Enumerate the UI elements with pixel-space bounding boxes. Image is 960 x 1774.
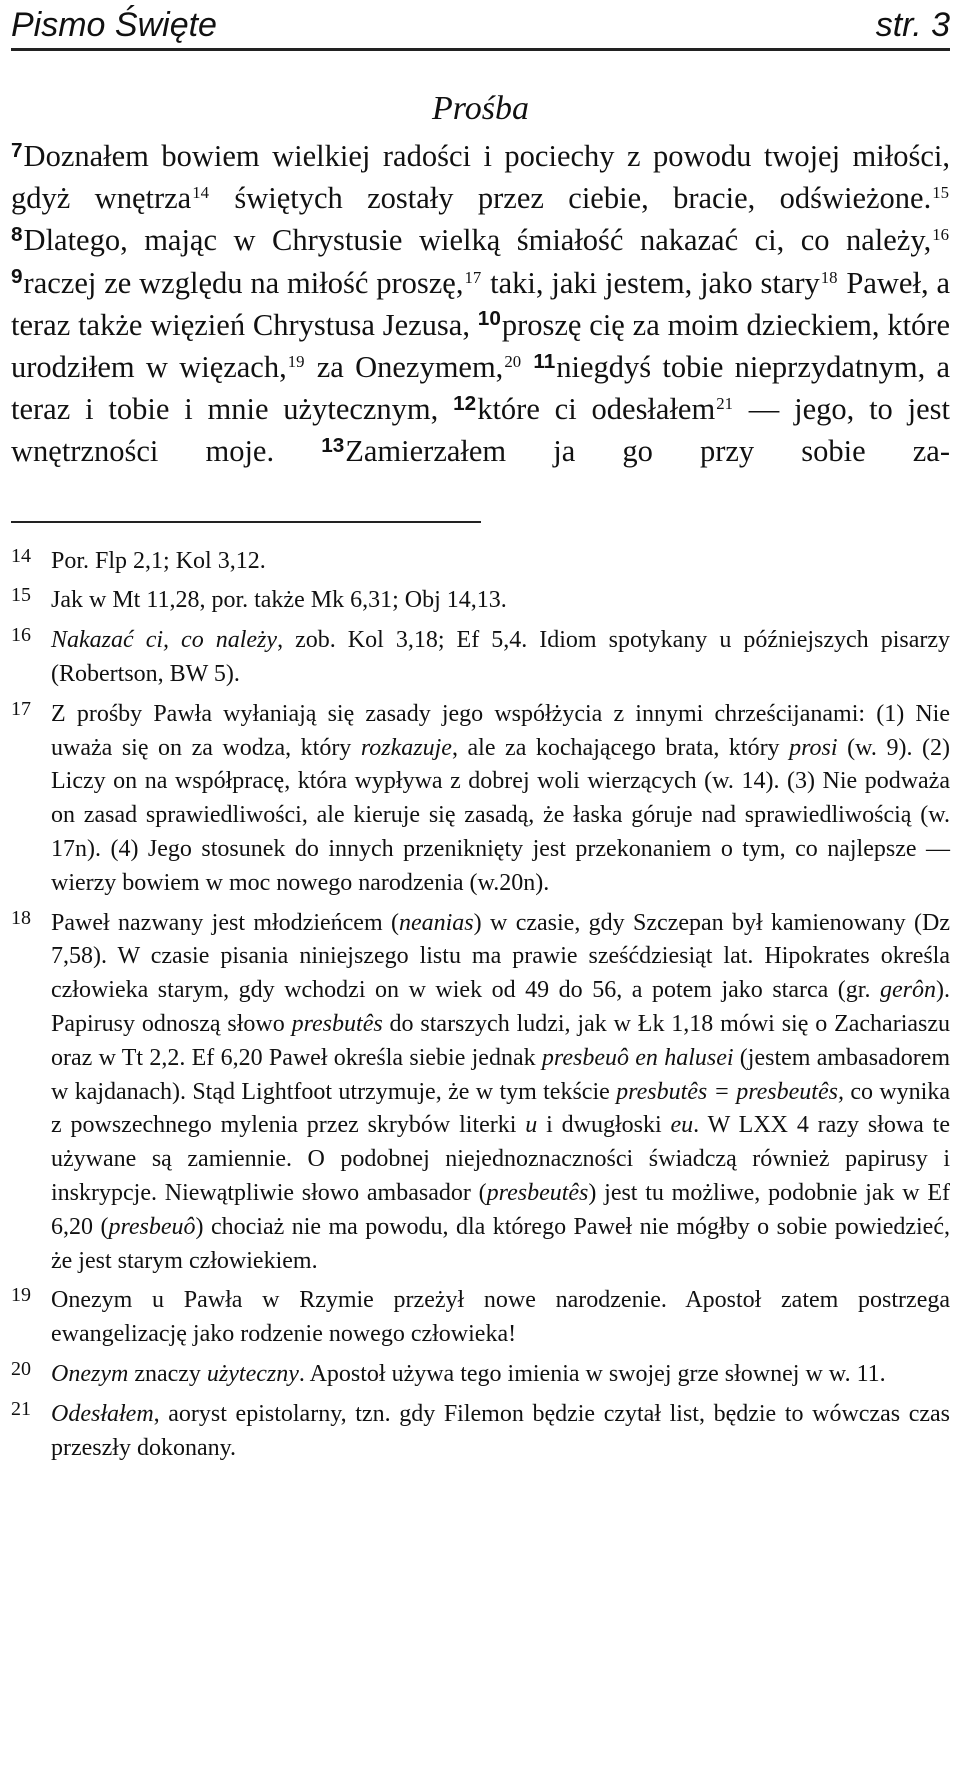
verse-number: 11 (533, 349, 556, 373)
text-run: Doznałem bowiem wielkiej radości i pociechy z powodu twojej miłości, gdyż wnętrza (11, 139, 950, 216)
text-run: Onezym u Pawła w Rzymie przeżył nowe narodzenie. Apostoł zatem postrzega ewangelizację jako rodzenie nowego człowieka! (51, 1287, 950, 1348)
header-rule (11, 48, 950, 51)
italic-run: presbutês = presbeutês, (616, 1078, 844, 1105)
text-run: Z prośby Pawła wyłaniają się zasady jego współżycia z innymi chrześcijanami: (1) Nie uważa się on za wodza, który (51, 700, 950, 761)
text-run: ) jest tu możliwe, podobnie jak w Ef 6,20 ( (51, 1179, 950, 1240)
text-run: proszę cię za moim dzieckiem, które urodziłem w więzach, (11, 307, 951, 385)
text-run: świętych zostały przez ciebie, bracie, odświeżone. (209, 181, 932, 216)
footnotes (11, 545, 950, 1466)
italic-run: presbeutês (486, 1179, 589, 1206)
section-title: Prośba (432, 90, 529, 127)
footnote-text (51, 907, 950, 1279)
text-run: do starszych ludzi, jak w Łk 1,18 mówi się o Zachariaszu oraz w Tt 2,2. Ef 6,20 Paweł określa siebie jednak (51, 1010, 951, 1071)
text-run: i dwugłoski (537, 1112, 671, 1139)
verse-number: 12 (453, 391, 477, 415)
footnote-text (51, 545, 950, 579)
text-run: Por. Flp 2,1; Kol 3,12. (51, 547, 266, 574)
italic-run: Odesłałem (51, 1400, 154, 1427)
text-run: . Apostoł używa tego imienia w swojej grze słownej w w. 11. (298, 1360, 886, 1387)
footnote-ref: 17 (464, 267, 482, 287)
verse-number: 7 (11, 138, 23, 162)
text-run: (jestem ambasadorem w kajdanach). Stąd Lightfoot utrzymuje, że w tym tekście (51, 1044, 951, 1105)
verse-number: 13 (321, 434, 345, 458)
text-run: co wynika z powszechnego mylenia przez skrybów literki (51, 1078, 950, 1139)
italic-run: presbeuô (108, 1213, 196, 1240)
footnote-text (51, 1398, 950, 1466)
footnote-text (51, 584, 950, 618)
footnote-ref: 15 (932, 183, 949, 203)
text-run: ) w czasie, gdy Szczepan był kamienowany (Dz 7,58). W czasie pisania niniejszego listu ma prawie sześćdziesiąt lat. Hipokrates określa człowieka starym, gdy wchodzi on w wiek od 49 do 56, a potem jako starca (gr. (51, 909, 950, 1004)
footnote-number: 18 (11, 906, 31, 929)
text-run: . W LXX 4 razy słowa te używane są zamiennie. O podobnej niejednoznaczności świadczą również papirusy i inskrypcje. Niewątpliwie słowo ambasador ( (51, 1112, 950, 1206)
verse-number: 9 (11, 265, 23, 289)
verse-number: 10 (477, 307, 501, 331)
page-header (11, 0, 950, 48)
text-run: ). Papirusy odnoszą słowo (51, 977, 950, 1037)
italic-run: u (525, 1112, 538, 1139)
footnote-number: 15 (11, 584, 31, 607)
footnote-ref: 20 (504, 351, 522, 371)
footnote (11, 584, 950, 618)
text-run: Dlatego, mając w Chrystusie wielką śmiałość nakazać ci, co należy, (23, 223, 932, 258)
footnote-text (51, 698, 950, 901)
footnote (11, 624, 950, 692)
footnote-ref: 19 (287, 351, 305, 371)
footnote-number: 20 (11, 1357, 31, 1380)
text-run: — jego, to jest wnętrzności moje. (11, 392, 950, 469)
italic-run: gerôn (880, 977, 936, 1004)
italic-run: eu (670, 1112, 694, 1139)
italic-run: Onezym (51, 1360, 129, 1387)
italic-run: neanias (398, 909, 474, 936)
footnote-separator (11, 521, 481, 523)
footnote (11, 907, 950, 1279)
text-run: za Onezymem, (305, 350, 504, 385)
footnote-number: 16 (11, 624, 31, 647)
text-run: (w. 9). (2) Liczy on na współpracę, która wypływa z dobrej woli wierzących (w. 14). (3) Nie podważa on zasad sprawiedliwości, ale kieruje się zasadą, że łaska góruje nad sprawiedliwością (w. 17n). (4) Jego stosunek do innych przeniknięty jest przekonaniem o tym, co najlepsze — wierzy bowiem w moc nowego narodzenia (w.20n). (51, 734, 950, 896)
footnote (11, 545, 950, 579)
footnote (11, 1398, 950, 1466)
text-run: , ale za kochającego brata, który (451, 734, 790, 761)
footnote-text (51, 1358, 950, 1392)
footnote-number: 19 (11, 1284, 31, 1307)
text-run: Jak w Mt 11,28, por. także Mk 6,31; Obj 14,13. (51, 587, 507, 614)
main-text (11, 135, 950, 473)
text-run: które ci odesłałem (477, 392, 716, 427)
book-title: Pismo Święte (11, 6, 217, 44)
text-run (522, 350, 533, 384)
italic-run: użyteczny (206, 1360, 299, 1387)
footnote-ref: 14 (192, 183, 209, 203)
footnote-text (51, 624, 950, 692)
footnote (11, 1284, 950, 1352)
footnote (11, 1358, 950, 1392)
text-run: znaczy (128, 1360, 207, 1387)
footnote-number: 14 (11, 544, 31, 567)
text-run: ) chociaż nie ma powodu, dla którego Paweł nie mógłby o sobie powiedzieć, że jest starym człowiekiem. (51, 1213, 950, 1274)
text-run: Paweł, a teraz także więzień Chrystusa Jezusa, (11, 265, 950, 342)
text-run: Zamierzałem ja go przy sobie za- (345, 434, 950, 469)
footnote-text (51, 1284, 950, 1352)
text-run: , zob. Kol 3,18; Ef 5,4. Idiom spotykany u późniejszych pisarzy (Robertson, BW 5). (51, 627, 950, 688)
footnote-ref: 18 (820, 267, 838, 287)
page-number: str. 3 (875, 6, 950, 44)
italic-run: presbeuô en halusei (541, 1044, 734, 1071)
italic-run: rozkazuje (360, 734, 452, 761)
italic-run: prosi (789, 734, 838, 761)
footnote-ref: 16 (932, 225, 949, 245)
footnote-number: 21 (11, 1397, 31, 1420)
verse-number: 8 (11, 223, 23, 247)
text-run: taki, jaki jestem, jako stary (482, 265, 820, 300)
text-run: Paweł nazwany jest młodzieńcem ( (51, 909, 399, 936)
italic-run: Nakazać ci, co należy (51, 627, 278, 654)
footnote (11, 698, 950, 901)
italic-run: presbutês (291, 1010, 383, 1037)
footnote-number: 17 (11, 697, 31, 720)
text-run: , aoryst epistolarny, tzn. gdy Filemon będzie czytał list, będzie to wówczas czas przeszły dokonany. (51, 1400, 950, 1461)
footnote-ref: 21 (716, 394, 733, 414)
text-run: raczej ze względu na miłość proszę, (23, 265, 464, 300)
text-run: niegdyś tobie nieprzydatnym, a teraz i tobie i mnie użytecznym, (11, 350, 951, 427)
